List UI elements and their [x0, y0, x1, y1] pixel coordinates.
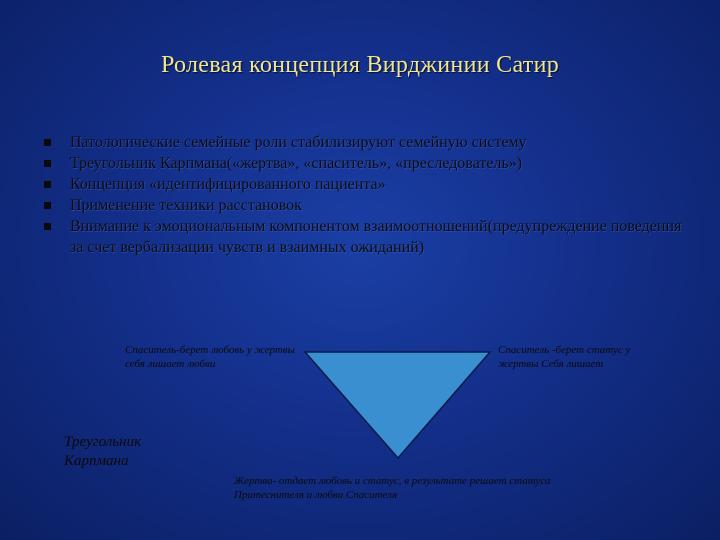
bullet-text: Применение техники расстановок [70, 197, 302, 214]
slide-title: Ролевая концепция Вирджинии Сатир [160, 52, 560, 78]
bullet-text: Концепция «идентифицированного пациента» [70, 176, 386, 193]
victim-note: Жертва- отдает любовь и статус, в результате решает статуса Притеснителя и любви Спасителя [234, 475, 551, 501]
savior-right-note: Спаситель -берет статус у жертвы Себя лишает [498, 344, 631, 370]
bullet-text: Внимание к эмоциональным компонентом взаимоотношений(предупреждение поведения за счет вербализации чувств и взаимных ожиданий) [70, 218, 682, 256]
bullet-text: Треугольник Карпмана(«жертва», «спаситель», «преследователь») [70, 155, 523, 172]
bullet-text: Патологические семейные роли стабилизируют семейную систему [70, 134, 527, 151]
savior-left-note: Спаситель-берет любовь у жертвы себя лишает любви [125, 344, 296, 370]
triangle-label: Треугольник Карпмана [64, 434, 142, 469]
inverted-triangle-shape [305, 352, 490, 458]
